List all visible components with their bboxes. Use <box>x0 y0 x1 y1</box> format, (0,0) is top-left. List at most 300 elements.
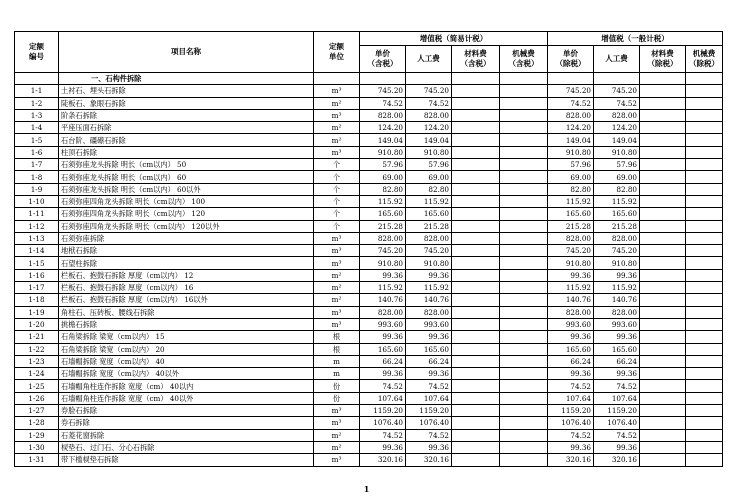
row-machine-excl <box>686 282 723 294</box>
row-material-excl <box>640 454 686 466</box>
row-price-incl: 828.00 <box>360 306 406 318</box>
row-code: 1-2 <box>15 97 59 109</box>
row-material-excl <box>640 122 686 134</box>
row-material-incl <box>452 195 500 207</box>
row-name: 石墙帽拆除 宽度（cm以内） 40以外 <box>59 368 314 380</box>
row-machine-excl <box>686 97 723 109</box>
row-name: 石须弥座四角龙头拆除 明长（cm以内） 100 <box>59 195 314 207</box>
row-labor-2: 1159.20 <box>594 405 640 417</box>
row-code: 1-9 <box>15 183 59 195</box>
row-material-incl <box>452 171 500 183</box>
row-labor: 74.52 <box>406 380 452 392</box>
row-price-excl: 828.00 <box>548 109 594 121</box>
row-machine-incl <box>500 368 548 380</box>
row-unit: m <box>314 355 360 367</box>
row-name: 石须弥座四角龙头拆除 明长（cm以内） 120 <box>59 208 314 220</box>
row-material-excl <box>640 245 686 257</box>
row-material-incl <box>452 380 500 392</box>
row-machine-incl <box>500 109 548 121</box>
row-labor-2: 910.80 <box>594 146 640 158</box>
row-material-excl <box>640 109 686 121</box>
row-price-excl: 165.60 <box>548 208 594 220</box>
row-labor: 215.28 <box>406 220 452 232</box>
row-name: 陡板石、象眼石拆除 <box>59 97 314 109</box>
row-labor: 99.36 <box>406 269 452 281</box>
row-machine-excl <box>686 85 723 97</box>
row-code: 1-29 <box>15 429 59 441</box>
row-price-excl: 320.16 <box>548 454 594 466</box>
row-price-excl: 910.80 <box>548 257 594 269</box>
row-labor-2: 165.60 <box>594 208 640 220</box>
header-machine-incl: 机械费 （含税） <box>500 46 548 73</box>
row-code: 1-5 <box>15 134 59 146</box>
row-material-incl <box>452 441 500 453</box>
row-labor: 149.04 <box>406 134 452 146</box>
row-unit: m² <box>314 97 360 109</box>
row-price-incl: 320.16 <box>360 454 406 466</box>
row-machine-incl <box>500 220 548 232</box>
header-group-general-tax: 增值税（一般计税） <box>548 32 723 46</box>
row-code: 1-30 <box>15 441 59 453</box>
row-machine-incl <box>500 183 548 195</box>
row-labor: 1159.20 <box>406 405 452 417</box>
row-price-excl: 99.36 <box>548 331 594 343</box>
row-code: 1-8 <box>15 171 59 183</box>
table-row <box>15 294 723 306</box>
row-material-excl <box>640 208 686 220</box>
row-machine-excl <box>686 429 723 441</box>
row-labor-2: 107.64 <box>594 392 640 404</box>
table-row <box>15 245 723 257</box>
row-material-incl <box>452 417 500 429</box>
row-price-incl: 910.80 <box>360 146 406 158</box>
row-labor-2: 828.00 <box>594 109 640 121</box>
row-labor: 74.52 <box>406 429 452 441</box>
row-code: 1-21 <box>15 331 59 343</box>
row-code: 1-1 <box>15 85 59 97</box>
row-unit: m³ <box>314 318 360 330</box>
row-machine-incl <box>500 269 548 281</box>
row-material-excl <box>640 405 686 417</box>
row-name: 石墙帽角柱连作拆除 宽度（cm） 40以外 <box>59 392 314 404</box>
row-machine-excl <box>686 392 723 404</box>
header-price-incl: 单价 （含税） <box>360 46 406 73</box>
row-code: 1-13 <box>15 232 59 244</box>
row-material-excl <box>640 257 686 269</box>
row-material-incl <box>452 368 500 380</box>
row-name: 平座压面石拆除 <box>59 122 314 134</box>
row-material-incl <box>452 294 500 306</box>
table-row <box>15 183 723 195</box>
row-material-excl <box>640 195 686 207</box>
row-material-incl <box>452 429 500 441</box>
row-labor-2: 74.52 <box>594 429 640 441</box>
row-material-incl <box>452 232 500 244</box>
row-material-excl <box>640 269 686 281</box>
row-machine-incl <box>500 417 548 429</box>
row-price-incl: 910.80 <box>360 257 406 269</box>
section-empty-cell <box>360 73 406 85</box>
row-price-incl: 66.24 <box>360 355 406 367</box>
row-labor-2: 215.28 <box>594 220 640 232</box>
row-material-incl <box>452 306 500 318</box>
row-material-excl <box>640 220 686 232</box>
section-empty-cell <box>314 73 360 85</box>
row-name: 石须弥座龙头拆除 明长（cm以内） 60以外 <box>59 183 314 195</box>
row-price-excl: 124.20 <box>548 122 594 134</box>
row-price-excl: 745.20 <box>548 85 594 97</box>
row-price-incl: 74.52 <box>360 429 406 441</box>
row-name: 石台阶、礓礤石拆除 <box>59 134 314 146</box>
row-name: 栏板石、抱鼓石拆除 厚度（cm以内） 16 <box>59 282 314 294</box>
row-price-incl: 993.60 <box>360 318 406 330</box>
row-labor: 745.20 <box>406 85 452 97</box>
row-labor-2: 115.92 <box>594 282 640 294</box>
row-machine-excl <box>686 454 723 466</box>
row-code: 1-6 <box>15 146 59 158</box>
row-material-incl <box>452 159 500 171</box>
row-material-excl <box>640 171 686 183</box>
row-price-excl: 165.60 <box>548 343 594 355</box>
row-machine-incl <box>500 195 548 207</box>
row-price-excl: 149.04 <box>548 134 594 146</box>
table-row <box>15 343 723 355</box>
row-material-incl <box>452 208 500 220</box>
row-price-excl: 1076.40 <box>548 417 594 429</box>
section-empty-cell <box>500 73 548 85</box>
table-row <box>15 85 723 97</box>
row-machine-excl <box>686 146 723 158</box>
row-labor: 828.00 <box>406 306 452 318</box>
row-machine-excl <box>686 331 723 343</box>
row-price-incl: 745.20 <box>360 85 406 97</box>
row-machine-excl <box>686 343 723 355</box>
row-labor-2: 124.20 <box>594 122 640 134</box>
row-price-excl: 115.92 <box>548 282 594 294</box>
row-labor-2: 745.20 <box>594 85 640 97</box>
row-unit: m² <box>314 429 360 441</box>
table-row <box>15 97 723 109</box>
row-machine-excl <box>686 134 723 146</box>
row-material-incl <box>452 183 500 195</box>
row-name: 地栿石拆除 <box>59 245 314 257</box>
table-row <box>15 220 723 232</box>
row-price-incl: 115.92 <box>360 195 406 207</box>
row-unit: 个 <box>314 195 360 207</box>
row-price-incl: 99.36 <box>360 331 406 343</box>
row-price-excl: 57.96 <box>548 159 594 171</box>
row-material-incl <box>452 109 500 121</box>
row-name: 角柱石、压砖板、腰线石拆除 <box>59 306 314 318</box>
row-material-excl <box>640 159 686 171</box>
row-material-incl <box>452 257 500 269</box>
row-code: 1-24 <box>15 368 59 380</box>
row-price-excl: 215.28 <box>548 220 594 232</box>
row-material-excl <box>640 134 686 146</box>
row-name: 带下槛棂垫石拆除 <box>59 454 314 466</box>
row-code: 1-23 <box>15 355 59 367</box>
row-unit: m² <box>314 294 360 306</box>
row-machine-incl <box>500 405 548 417</box>
row-material-incl <box>452 134 500 146</box>
row-unit: m³ <box>314 109 360 121</box>
row-labor-2: 99.36 <box>594 331 640 343</box>
row-labor: 99.36 <box>406 368 452 380</box>
row-material-incl <box>452 343 500 355</box>
row-unit: 份 <box>314 380 360 392</box>
row-code: 1-12 <box>15 220 59 232</box>
row-material-incl <box>452 245 500 257</box>
row-labor: 74.52 <box>406 97 452 109</box>
row-unit: m² <box>314 282 360 294</box>
row-material-incl <box>452 405 500 417</box>
row-machine-incl <box>500 380 548 392</box>
row-name: 挑檐石拆除 <box>59 318 314 330</box>
header-unit: 定额 单位 <box>314 32 360 73</box>
row-price-incl: 1076.40 <box>360 417 406 429</box>
row-machine-incl <box>500 454 548 466</box>
row-labor-2: 993.60 <box>594 318 640 330</box>
row-labor: 993.60 <box>406 318 452 330</box>
row-material-incl <box>452 331 500 343</box>
row-material-excl <box>640 417 686 429</box>
row-unit: m² <box>314 269 360 281</box>
row-material-incl <box>452 282 500 294</box>
row-labor-2: 99.36 <box>594 269 640 281</box>
row-price-incl: 69.00 <box>360 171 406 183</box>
row-name: 柱顶石拆除 <box>59 146 314 158</box>
row-machine-excl <box>686 269 723 281</box>
row-labor: 115.92 <box>406 195 452 207</box>
row-machine-incl <box>500 171 548 183</box>
row-unit: m³ <box>314 85 360 97</box>
row-machine-excl <box>686 417 723 429</box>
row-labor: 140.76 <box>406 294 452 306</box>
row-unit: 个 <box>314 183 360 195</box>
row-price-incl: 140.76 <box>360 294 406 306</box>
table-row <box>15 417 723 429</box>
row-unit: m² <box>314 122 360 134</box>
row-name: 石角梁拆除 梁宽（cm以内） 20 <box>59 343 314 355</box>
row-labor: 828.00 <box>406 232 452 244</box>
row-unit: m² <box>314 134 360 146</box>
row-material-excl <box>640 183 686 195</box>
row-labor: 57.96 <box>406 159 452 171</box>
row-price-excl: 74.52 <box>548 380 594 392</box>
row-name: 券石拆除 <box>59 417 314 429</box>
row-material-excl <box>640 85 686 97</box>
row-price-excl: 69.00 <box>548 171 594 183</box>
row-code: 1-28 <box>15 417 59 429</box>
row-price-incl: 99.36 <box>360 441 406 453</box>
row-machine-excl <box>686 171 723 183</box>
header-price-excl: 单价 （除税） <box>548 46 594 73</box>
row-code: 1-15 <box>15 257 59 269</box>
row-machine-excl <box>686 257 723 269</box>
row-code: 1-20 <box>15 318 59 330</box>
row-material-incl <box>452 318 500 330</box>
row-unit: m³ <box>314 417 360 429</box>
row-code: 1-11 <box>15 208 59 220</box>
row-machine-incl <box>500 306 548 318</box>
row-code: 1-10 <box>15 195 59 207</box>
row-machine-incl <box>500 331 548 343</box>
row-machine-incl <box>500 134 548 146</box>
row-unit: 份 <box>314 392 360 404</box>
table-row <box>15 146 723 158</box>
section-empty-cell <box>594 73 640 85</box>
row-unit: m³ <box>314 306 360 318</box>
row-machine-incl <box>500 441 548 453</box>
row-price-incl: 745.20 <box>360 245 406 257</box>
row-labor-2: 66.24 <box>594 355 640 367</box>
row-material-incl <box>452 97 500 109</box>
row-unit: 个 <box>314 220 360 232</box>
row-labor: 107.64 <box>406 392 452 404</box>
row-name: 石须弥座龙头拆除 明长（cm以内） 60 <box>59 171 314 183</box>
row-labor: 115.92 <box>406 282 452 294</box>
row-labor: 910.80 <box>406 146 452 158</box>
row-machine-excl <box>686 122 723 134</box>
quota-table-sheet <box>14 31 722 467</box>
row-code: 1-7 <box>15 159 59 171</box>
row-labor-2: 828.00 <box>594 232 640 244</box>
row-labor: 66.24 <box>406 355 452 367</box>
table-row <box>15 208 723 220</box>
row-material-excl <box>640 380 686 392</box>
section-empty-cell <box>686 73 723 85</box>
row-material-incl <box>452 220 500 232</box>
row-material-excl <box>640 282 686 294</box>
row-code: 1-25 <box>15 380 59 392</box>
table-row <box>15 269 723 281</box>
row-unit: m³ <box>314 257 360 269</box>
row-machine-incl <box>500 208 548 220</box>
row-machine-incl <box>500 294 548 306</box>
header-row-top <box>15 32 723 46</box>
row-machine-excl <box>686 159 723 171</box>
row-price-excl: 99.36 <box>548 269 594 281</box>
row-price-excl: 99.36 <box>548 368 594 380</box>
row-unit: 个 <box>314 159 360 171</box>
row-code: 1-14 <box>15 245 59 257</box>
row-labor-2: 74.52 <box>594 97 640 109</box>
table-row <box>15 405 723 417</box>
row-labor-2: 828.00 <box>594 306 640 318</box>
table-row <box>15 318 723 330</box>
row-labor-2: 1076.40 <box>594 417 640 429</box>
row-price-incl: 124.20 <box>360 122 406 134</box>
row-unit: m³ <box>314 146 360 158</box>
section-code-cell <box>15 73 59 85</box>
row-price-incl: 149.04 <box>360 134 406 146</box>
row-labor: 745.20 <box>406 245 452 257</box>
row-unit: m³ <box>314 454 360 466</box>
row-labor: 910.80 <box>406 257 452 269</box>
row-code: 1-27 <box>15 405 59 417</box>
row-price-excl: 107.64 <box>548 392 594 404</box>
row-price-excl: 1159.20 <box>548 405 594 417</box>
row-unit: 根 <box>314 343 360 355</box>
header-labor-2: 人工费 <box>594 46 640 73</box>
row-labor: 1076.40 <box>406 417 452 429</box>
row-machine-excl <box>686 208 723 220</box>
row-labor-2: 140.76 <box>594 294 640 306</box>
row-unit: m³ <box>314 232 360 244</box>
row-machine-excl <box>686 294 723 306</box>
row-machine-incl <box>500 257 548 269</box>
row-price-incl: 57.96 <box>360 159 406 171</box>
row-price-excl: 993.60 <box>548 318 594 330</box>
row-labor-2: 74.52 <box>594 380 640 392</box>
row-material-excl <box>640 318 686 330</box>
row-labor: 69.00 <box>406 171 452 183</box>
row-name: 栏板石、抱鼓石拆除 厚度（cm以内） 16以外 <box>59 294 314 306</box>
table-row <box>15 429 723 441</box>
row-machine-excl <box>686 195 723 207</box>
section-empty-cell <box>452 73 500 85</box>
row-price-excl: 82.80 <box>548 183 594 195</box>
row-price-incl: 115.92 <box>360 282 406 294</box>
row-name: 石菱花窗拆除 <box>59 429 314 441</box>
row-material-excl <box>640 331 686 343</box>
table-row <box>15 355 723 367</box>
row-machine-incl <box>500 232 548 244</box>
row-labor: 82.80 <box>406 183 452 195</box>
row-labor: 165.60 <box>406 208 452 220</box>
row-machine-incl <box>500 282 548 294</box>
section-title: 一、石构件拆除 <box>59 73 314 85</box>
row-machine-excl <box>686 318 723 330</box>
table-row <box>15 306 723 318</box>
row-code: 1-17 <box>15 282 59 294</box>
row-labor-2: 320.16 <box>594 454 640 466</box>
table-body <box>15 73 723 467</box>
row-machine-excl <box>686 441 723 453</box>
row-unit: 个 <box>314 171 360 183</box>
row-code: 1-18 <box>15 294 59 306</box>
row-price-incl: 74.52 <box>360 97 406 109</box>
row-price-excl: 828.00 <box>548 232 594 244</box>
row-labor: 320.16 <box>406 454 452 466</box>
table-row <box>15 171 723 183</box>
row-material-incl <box>452 146 500 158</box>
row-labor-2: 165.60 <box>594 343 640 355</box>
row-unit: 根 <box>314 331 360 343</box>
row-price-incl: 165.60 <box>360 343 406 355</box>
table-row <box>15 454 723 466</box>
row-price-excl: 99.36 <box>548 441 594 453</box>
table-row <box>15 392 723 404</box>
table-row <box>15 331 723 343</box>
row-labor-2: 69.00 <box>594 171 640 183</box>
row-labor: 124.20 <box>406 122 452 134</box>
row-machine-excl <box>686 405 723 417</box>
table-row <box>15 195 723 207</box>
row-name: 石墙帽拆除 宽度（cm以内） 40 <box>59 355 314 367</box>
row-price-incl: 165.60 <box>360 208 406 220</box>
table-row <box>15 282 723 294</box>
row-machine-excl <box>686 220 723 232</box>
row-machine-incl <box>500 343 548 355</box>
row-code: 1-3 <box>15 109 59 121</box>
row-machine-excl <box>686 368 723 380</box>
row-machine-incl <box>500 318 548 330</box>
row-machine-incl <box>500 146 548 158</box>
row-price-incl: 215.28 <box>360 220 406 232</box>
row-machine-excl <box>686 109 723 121</box>
row-code: 1-16 <box>15 269 59 281</box>
